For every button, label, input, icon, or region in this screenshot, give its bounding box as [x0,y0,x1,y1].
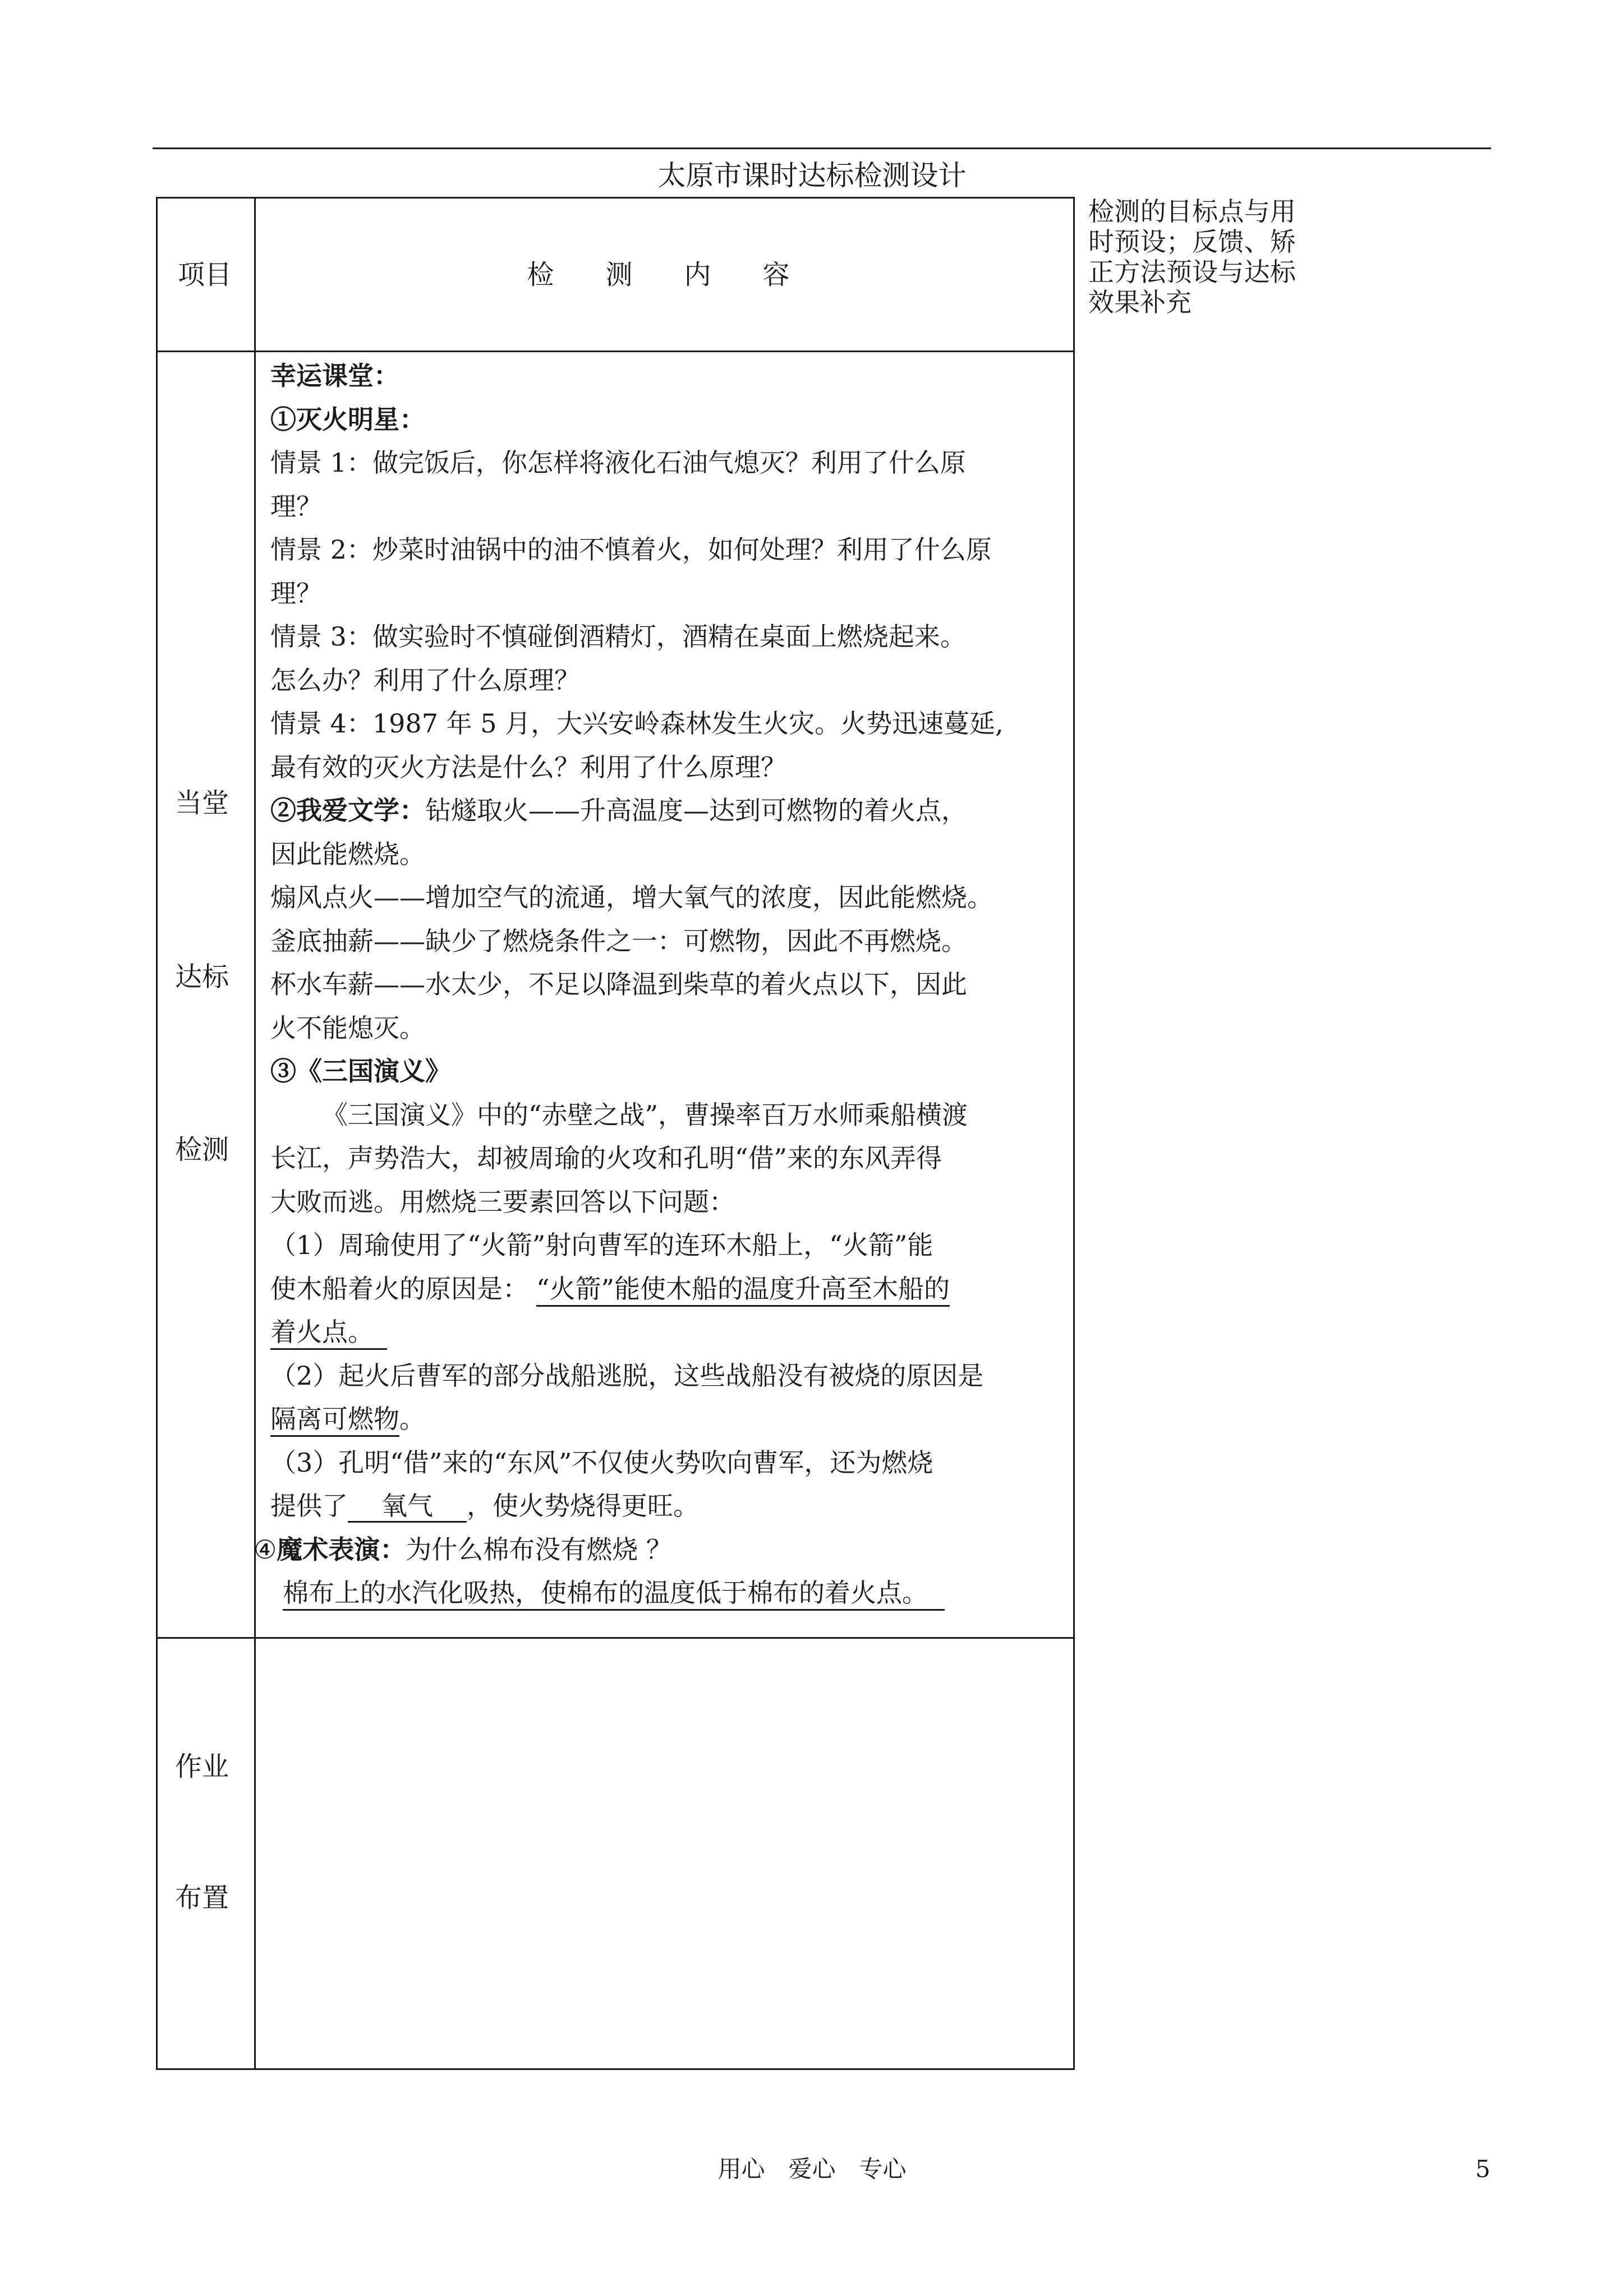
row-label-line-1: 当堂 [174,787,229,819]
section-fire-star-title: ①灭火明星： [270,404,425,435]
question-3-line-1: （3）孔明“借”来的“东风”不仅使火势吹向曹军，还为燃烧 [270,1447,933,1478]
scenario-3-line-1: 情景 3：做实验时不慎碰倒酒精灯，酒精在桌面上燃烧起来。 [270,621,966,652]
table-border-bottom [156,2068,1075,2070]
idiom-4-line-2: 火不能熄灭。 [270,1012,425,1043]
assessment-content [254,354,1061,1615]
question-2-line-2 [270,1398,1061,1441]
question-1-line-1: （1）周瑜使用了“火箭”射向曹军的连环木船上，“火箭”能 [270,1230,933,1260]
literature-line-1 [270,789,1061,833]
passage-line-2: 长江，声势浩大，却被周瑜的火攻和孔明“借”来的东风弄得 [270,1143,942,1173]
question-2-answer: 隔离可燃物 [270,1404,399,1437]
passage-line-3: 大败而逃。用燃烧三要素回答以下问题： [270,1186,735,1217]
lucky-class-title: 幸运课堂： [270,361,399,391]
header-rule [153,147,1491,149]
scenario-4-line-1: 情景 4：1987 年 5 月，大兴安岭森林发生火灾。火势迅速蔓延, [270,708,1004,739]
table-border-header [156,351,1075,352]
header-item-label: 项目 [177,259,232,291]
table-border-right [1073,197,1075,2070]
homework-label-line-1: 作业 [174,1751,229,1782]
section-magic-number: ④ [254,1534,277,1565]
table-border-column-divider [254,197,256,2070]
document-title: 太原市课时达标检测设计 [657,159,967,192]
magic-answer-line [270,1571,1061,1615]
section-three-kingdoms-title: ③《三国演义》 [270,1056,451,1086]
question-1-answer-part-2: 着火点。 [270,1317,387,1350]
scenario-2-line-2: 理？ [270,578,322,608]
section-literature-title: ②我爱文学： [270,795,425,826]
scenario-3-line-2: 怎么办？利用了什么原理？ [270,665,580,695]
question-2-line-1: （2）起火后曹军的部分战船逃脱，这些战船没有被烧的原因是 [270,1360,984,1391]
idiom-1-text: 钻燧取火——升高温度—达到可燃物的着火点， [425,795,967,826]
idiom-3: 釜底抽薪——缺少了燃烧条件之一：可燃物，因此不再燃烧。 [270,925,967,956]
scenario-1-line-2: 理？ [270,491,322,522]
idiom-2: 煽风点火——增加空气的流通，增大氧气的浓度，因此能燃烧。 [270,882,993,912]
scenario-4-line-2: 最有效的灭火方法是什么？利用了什么原理？ [270,751,786,782]
row-label-line-2: 达标 [174,961,229,993]
table-border-left [156,197,158,2070]
question-3-line-2 [270,1484,1061,1528]
side-note: 检测的目标点与用时预设；反馈、矫正方法预设与达标效果补充 [1088,196,1296,317]
question-2-end: 。 [399,1404,425,1434]
question-3-prefix: 提供了 [270,1491,348,1521]
idiom-4-line-1: 杯水车薪——水太少，不足以降温到柴草的着火点以下，因此 [270,969,967,999]
header-content-label: 检 测 内 容 [527,259,802,291]
footer-motto: 用心 爱心 专心 [717,2155,907,2183]
passage-line-1: 《三国演义》中的“赤壁之战”，曹操率百万水师乘船横渡 [322,1099,968,1130]
table-border-row-divider [156,1637,1075,1639]
section-magic-title: 魔术表演： [277,1534,406,1565]
question-1-answer-part-1: “火箭”能使木船的温度升高至木船的 [536,1274,950,1307]
magic-question: 为什么棉布没有燃烧 ？ [406,1534,672,1565]
question-1-line-2 [270,1267,1061,1311]
question-3-answer: 氧气 [348,1491,467,1523]
scenario-2-line-1: 情景 2：炒菜时油锅中的油不慎着火，如何处理？利用了什么原 [270,534,992,565]
question-1-prefix: 使木船着火的原因是： [270,1273,528,1304]
scenario-1-line-1: 情景 1：做完饭后，你怎样将液化石油气熄灭？利用了什么原 [270,448,966,478]
question-1-line-3 [270,1311,1061,1354]
page-number: 5 [1475,2155,1490,2183]
magic-answer: 棉布上的水汽化吸热，使棉布的温度低于棉布的着火点。 [283,1578,945,1611]
magic-show-line [254,1528,1061,1572]
table-border-top [156,197,1075,199]
idiom-1-line-2: 因此能燃烧。 [270,838,425,869]
question-3-suffix: ，使火势烧得更旺。 [467,1491,699,1521]
row-label-line-3: 检测 [174,1134,229,1165]
homework-label-line-2: 布置 [174,1882,229,1914]
